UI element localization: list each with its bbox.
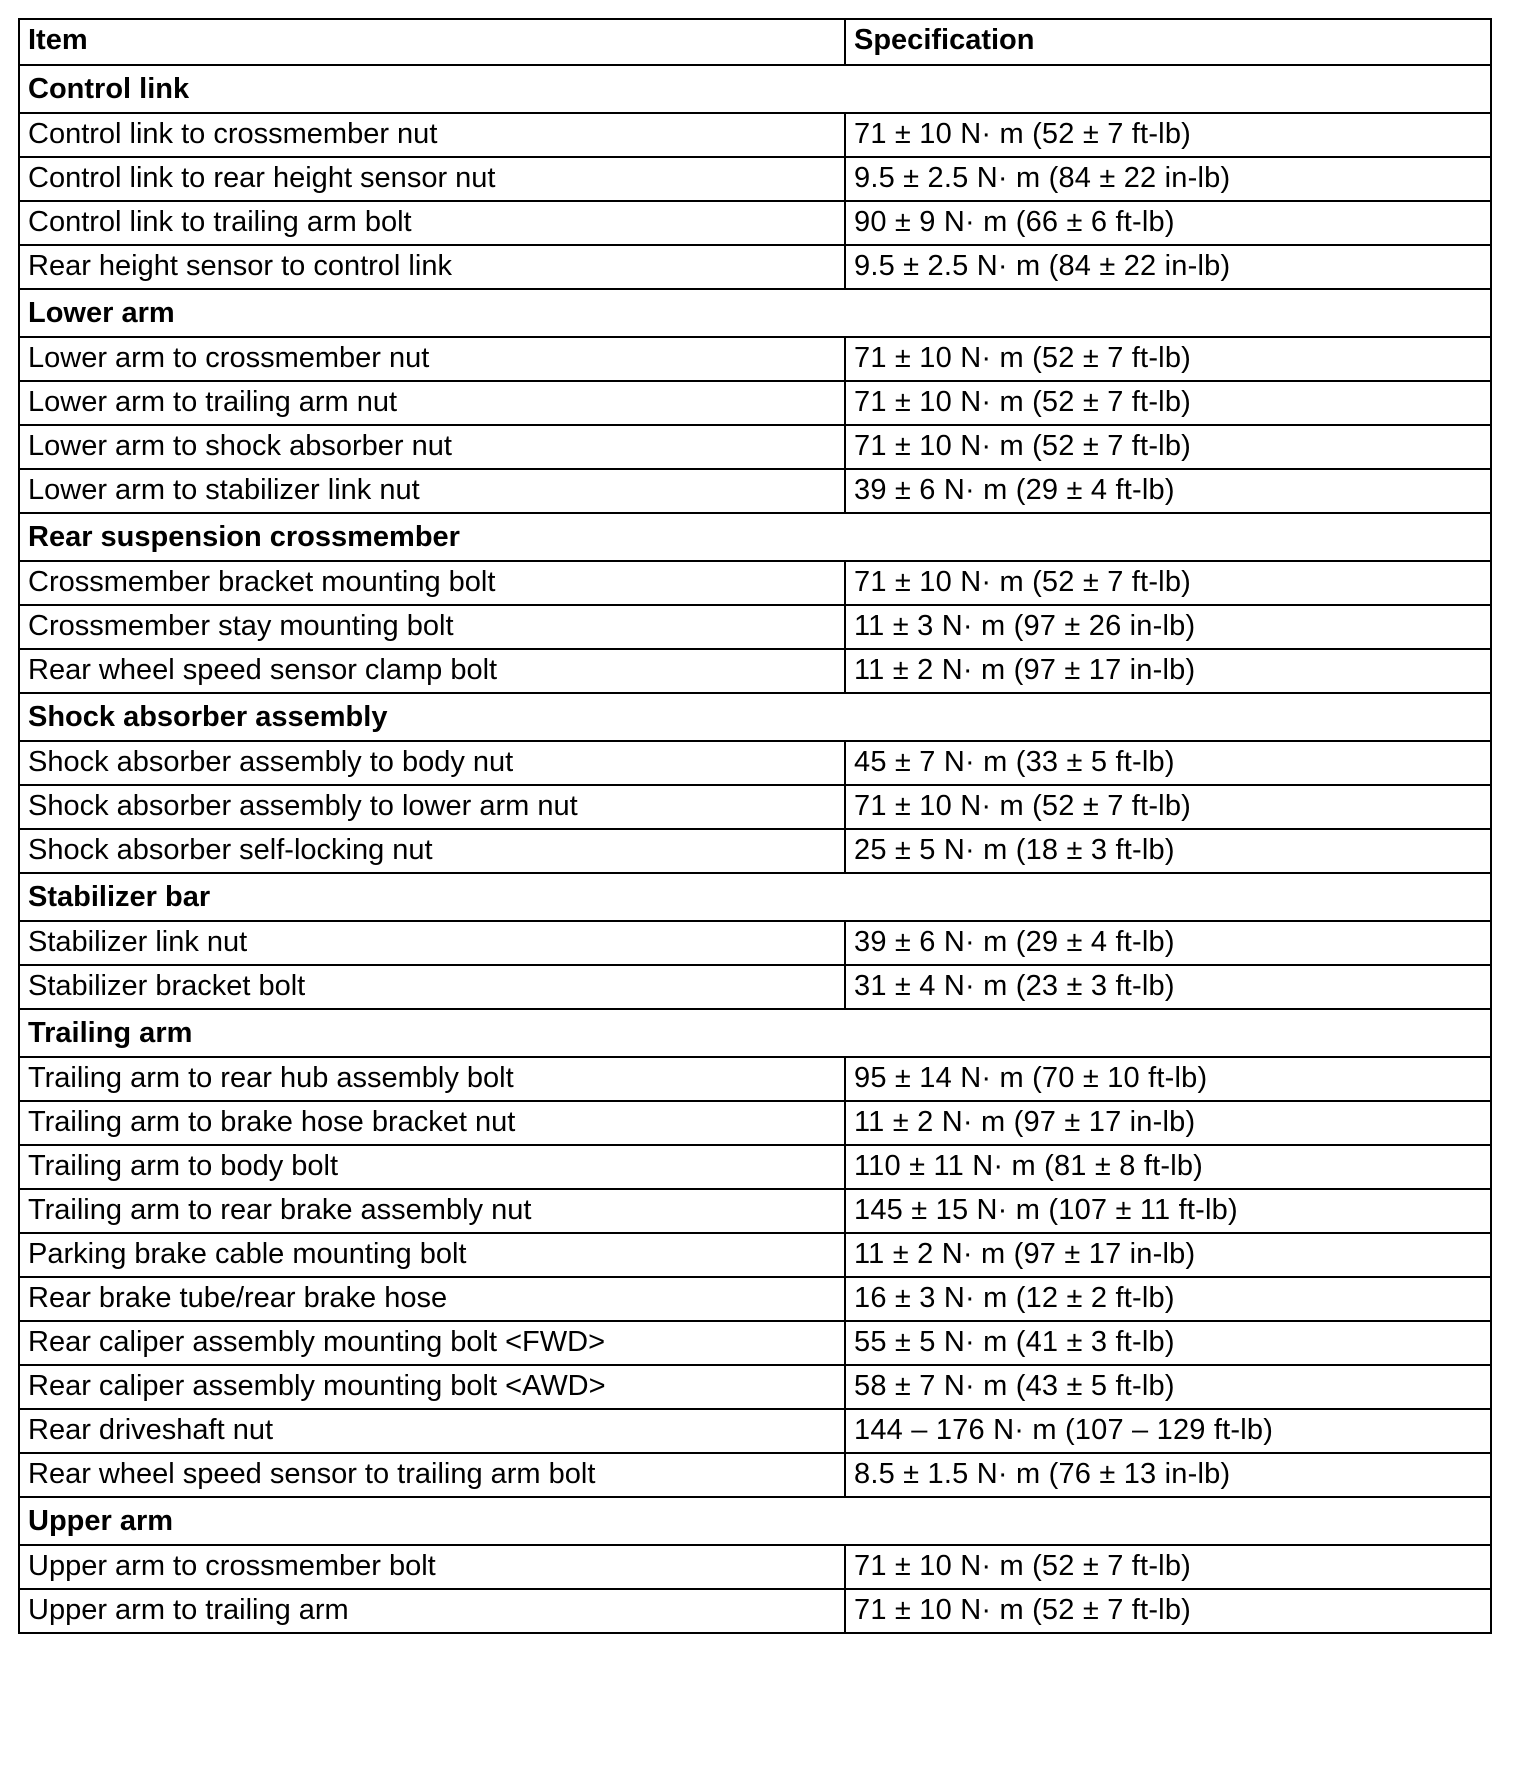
item-cell: Control link to rear height sensor nut bbox=[19, 157, 845, 201]
item-cell: Trailing arm to rear brake assembly nut bbox=[19, 1189, 845, 1233]
group-header-row bbox=[19, 1497, 1491, 1545]
specification-cell: 58 ± 7 N· m (43 ± 5 ft-lb) bbox=[845, 1365, 1491, 1409]
table-row bbox=[19, 245, 1491, 289]
item-cell: Rear caliper assembly mounting bolt <FWD> bbox=[19, 1321, 845, 1365]
item-cell: Lower arm to crossmember nut bbox=[19, 337, 845, 381]
specification-cell: 71 ± 10 N· m (52 ± 7 ft-lb) bbox=[845, 785, 1491, 829]
table-row bbox=[19, 1145, 1491, 1189]
table-row bbox=[19, 201, 1491, 245]
group-header-row bbox=[19, 693, 1491, 741]
specification-cell: 45 ± 7 N· m (33 ± 5 ft-lb) bbox=[845, 741, 1491, 785]
table-row bbox=[19, 965, 1491, 1009]
item-cell: Trailing arm to body bolt bbox=[19, 1145, 845, 1189]
table-row bbox=[19, 829, 1491, 873]
item-cell: Stabilizer link nut bbox=[19, 921, 845, 965]
specification-cell: 110 ± 11 N· m (81 ± 8 ft-lb) bbox=[845, 1145, 1491, 1189]
table-row bbox=[19, 425, 1491, 469]
item-cell: Lower arm to trailing arm nut bbox=[19, 381, 845, 425]
item-cell: Rear height sensor to control link bbox=[19, 245, 845, 289]
specification-cell: 11 ± 2 N· m (97 ± 17 in-lb) bbox=[845, 1233, 1491, 1277]
item-cell: Trailing arm to brake hose bracket nut bbox=[19, 1101, 845, 1145]
table-row bbox=[19, 1409, 1491, 1453]
table-row bbox=[19, 785, 1491, 829]
item-cell: Shock absorber self-locking nut bbox=[19, 829, 845, 873]
table-header-row bbox=[19, 19, 1491, 65]
table-row bbox=[19, 381, 1491, 425]
table-row bbox=[19, 649, 1491, 693]
specification-cell: 71 ± 10 N· m (52 ± 7 ft-lb) bbox=[845, 337, 1491, 381]
specification-cell: 71 ± 10 N· m (52 ± 7 ft-lb) bbox=[845, 113, 1491, 157]
table-row bbox=[19, 469, 1491, 513]
group-header-row bbox=[19, 65, 1491, 113]
group-title: Upper arm bbox=[19, 1497, 1491, 1545]
table-row bbox=[19, 1545, 1491, 1589]
item-cell: Rear wheel speed sensor clamp bolt bbox=[19, 649, 845, 693]
group-title: Control link bbox=[19, 65, 1491, 113]
item-cell: Rear brake tube/rear brake hose bbox=[19, 1277, 845, 1321]
item-cell: Control link to crossmember nut bbox=[19, 113, 845, 157]
item-cell: Lower arm to shock absorber nut bbox=[19, 425, 845, 469]
specification-cell: 11 ± 3 N· m (97 ± 26 in-lb) bbox=[845, 605, 1491, 649]
specification-cell: 8.5 ± 1.5 N· m (76 ± 13 in-lb) bbox=[845, 1453, 1491, 1497]
table-row bbox=[19, 1589, 1491, 1633]
item-cell: Trailing arm to rear hub assembly bolt bbox=[19, 1057, 845, 1101]
table-row bbox=[19, 1189, 1491, 1233]
table-row bbox=[19, 1453, 1491, 1497]
group-title: Rear suspension crossmember bbox=[19, 513, 1491, 561]
table-row bbox=[19, 741, 1491, 785]
item-cell: Shock absorber assembly to body nut bbox=[19, 741, 845, 785]
column-header-specification: Specification bbox=[845, 19, 1491, 65]
specification-cell: 11 ± 2 N· m (97 ± 17 in-lb) bbox=[845, 649, 1491, 693]
item-cell: Rear wheel speed sensor to trailing arm bolt bbox=[19, 1453, 845, 1497]
table-row bbox=[19, 605, 1491, 649]
torque-spec-table bbox=[18, 18, 1492, 1634]
group-title: Shock absorber assembly bbox=[19, 693, 1491, 741]
specification-cell: 39 ± 6 N· m (29 ± 4 ft-lb) bbox=[845, 469, 1491, 513]
specification-cell: 9.5 ± 2.5 N· m (84 ± 22 in-lb) bbox=[845, 157, 1491, 201]
item-cell: Crossmember stay mounting bolt bbox=[19, 605, 845, 649]
specification-cell: 95 ± 14 N· m (70 ± 10 ft-lb) bbox=[845, 1057, 1491, 1101]
specification-cell: 71 ± 10 N· m (52 ± 7 ft-lb) bbox=[845, 1545, 1491, 1589]
item-cell: Parking brake cable mounting bolt bbox=[19, 1233, 845, 1277]
specification-cell: 71 ± 10 N· m (52 ± 7 ft-lb) bbox=[845, 561, 1491, 605]
group-header-row bbox=[19, 513, 1491, 561]
item-cell: Rear caliper assembly mounting bolt <AWD> bbox=[19, 1365, 845, 1409]
group-title: Lower arm bbox=[19, 289, 1491, 337]
specification-cell: 25 ± 5 N· m (18 ± 3 ft-lb) bbox=[845, 829, 1491, 873]
item-cell: Crossmember bracket mounting bolt bbox=[19, 561, 845, 605]
item-cell: Stabilizer bracket bolt bbox=[19, 965, 845, 1009]
group-title: Trailing arm bbox=[19, 1009, 1491, 1057]
item-cell: Upper arm to crossmember bolt bbox=[19, 1545, 845, 1589]
table-row bbox=[19, 1101, 1491, 1145]
column-header-item: Item bbox=[19, 19, 845, 65]
table-row bbox=[19, 921, 1491, 965]
item-cell: Rear driveshaft nut bbox=[19, 1409, 845, 1453]
specification-cell: 145 ± 15 N· m (107 ± 11 ft-lb) bbox=[845, 1189, 1491, 1233]
specification-cell: 90 ± 9 N· m (66 ± 6 ft-lb) bbox=[845, 201, 1491, 245]
table-body bbox=[19, 65, 1491, 1633]
item-cell: Control link to trailing arm bolt bbox=[19, 201, 845, 245]
table-row bbox=[19, 113, 1491, 157]
table-row bbox=[19, 1321, 1491, 1365]
table-row bbox=[19, 1277, 1491, 1321]
group-header-row bbox=[19, 1009, 1491, 1057]
table-row bbox=[19, 1233, 1491, 1277]
group-title: Stabilizer bar bbox=[19, 873, 1491, 921]
table-row bbox=[19, 337, 1491, 381]
specification-cell: 9.5 ± 2.5 N· m (84 ± 22 in-lb) bbox=[845, 245, 1491, 289]
specification-cell: 31 ± 4 N· m (23 ± 3 ft-lb) bbox=[845, 965, 1491, 1009]
item-cell: Lower arm to stabilizer link nut bbox=[19, 469, 845, 513]
specification-cell: 71 ± 10 N· m (52 ± 7 ft-lb) bbox=[845, 1589, 1491, 1633]
specification-cell: 39 ± 6 N· m (29 ± 4 ft-lb) bbox=[845, 921, 1491, 965]
table-row bbox=[19, 561, 1491, 605]
specification-cell: 55 ± 5 N· m (41 ± 3 ft-lb) bbox=[845, 1321, 1491, 1365]
group-header-row bbox=[19, 289, 1491, 337]
specification-cell: 144 – 176 N· m (107 – 129 ft-lb) bbox=[845, 1409, 1491, 1453]
specification-cell: 71 ± 10 N· m (52 ± 7 ft-lb) bbox=[845, 381, 1491, 425]
table-row bbox=[19, 1057, 1491, 1101]
specification-cell: 11 ± 2 N· m (97 ± 17 in-lb) bbox=[845, 1101, 1491, 1145]
item-cell: Upper arm to trailing arm bbox=[19, 1589, 845, 1633]
item-cell: Shock absorber assembly to lower arm nut bbox=[19, 785, 845, 829]
specification-cell: 16 ± 3 N· m (12 ± 2 ft-lb) bbox=[845, 1277, 1491, 1321]
table-row bbox=[19, 157, 1491, 201]
table-row bbox=[19, 1365, 1491, 1409]
group-header-row bbox=[19, 873, 1491, 921]
specification-cell: 71 ± 10 N· m (52 ± 7 ft-lb) bbox=[845, 425, 1491, 469]
